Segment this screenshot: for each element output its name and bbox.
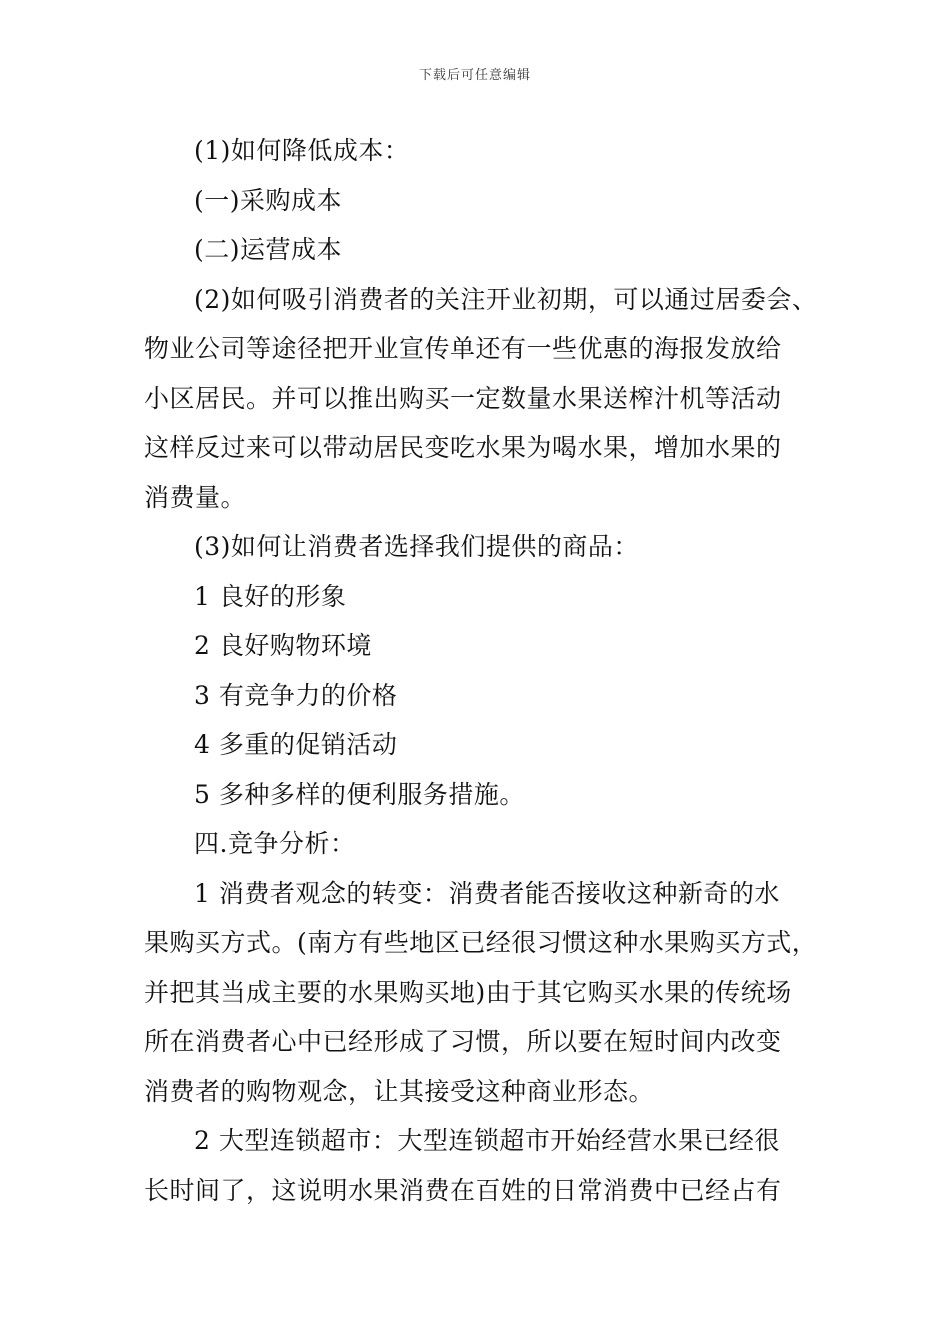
text-line: 物业公司等途径把开业宣传单还有一些优惠的海报发放给: [144, 334, 782, 363]
text-line: 1 消费者观念的转变：消费者能否接收这种新奇的水: [194, 878, 780, 908]
text-line: (一)采购成本: [194, 185, 343, 215]
list-item: 1 良好的形象: [194, 581, 347, 611]
list-item: 2 良好购物环境: [194, 631, 372, 660]
text-line: (二)运营成本: [194, 235, 343, 264]
list-item: 5 多种多样的便利服务措施。: [194, 779, 525, 809]
text-line: 2 大型连锁超市：大型连锁超市开始经营水果已经很: [194, 1126, 780, 1155]
list-item: 4 多重的促销活动: [194, 730, 398, 759]
text-line: 果购买方式。(南方有些地区已经很习惯这种水果购买方式，: [144, 928, 818, 957]
text-line: (3)如何让消费者选择我们提供的商品：: [194, 532, 639, 561]
list-item: 3 有竞争力的价格: [194, 680, 398, 710]
text-line: 这样反过来可以带动居民变吃水果为喝水果，增加水果的: [144, 433, 782, 462]
page-header-note: 下载后可任意编辑: [418, 68, 531, 83]
text-line: 长时间了，这说明水果消费在百姓的日常消费中已经占有: [144, 1175, 782, 1205]
text-line: 并把其当成主要的水果购买地)由于其它购买水果的传统场: [144, 977, 792, 1007]
text-line: 消费者的购物观念，让其接受这种商业形态。: [144, 1076, 655, 1106]
section-heading: 四.竞争分析：: [194, 829, 356, 858]
text-line: (2)如何吸引消费者的关注开业初期，可以通过居委会、: [194, 284, 818, 314]
text-line: 消费量。: [144, 482, 247, 512]
text-line: 所在消费者心中已经形成了习惯，所以要在短时间内改变: [144, 1027, 782, 1056]
text-line: 小区居民。并可以推出购买一定数量水果送榨汁机等活动: [144, 383, 782, 413]
document-body: [144, 126, 834, 1215]
text-line: (1)如何降低成本：: [194, 136, 410, 165]
